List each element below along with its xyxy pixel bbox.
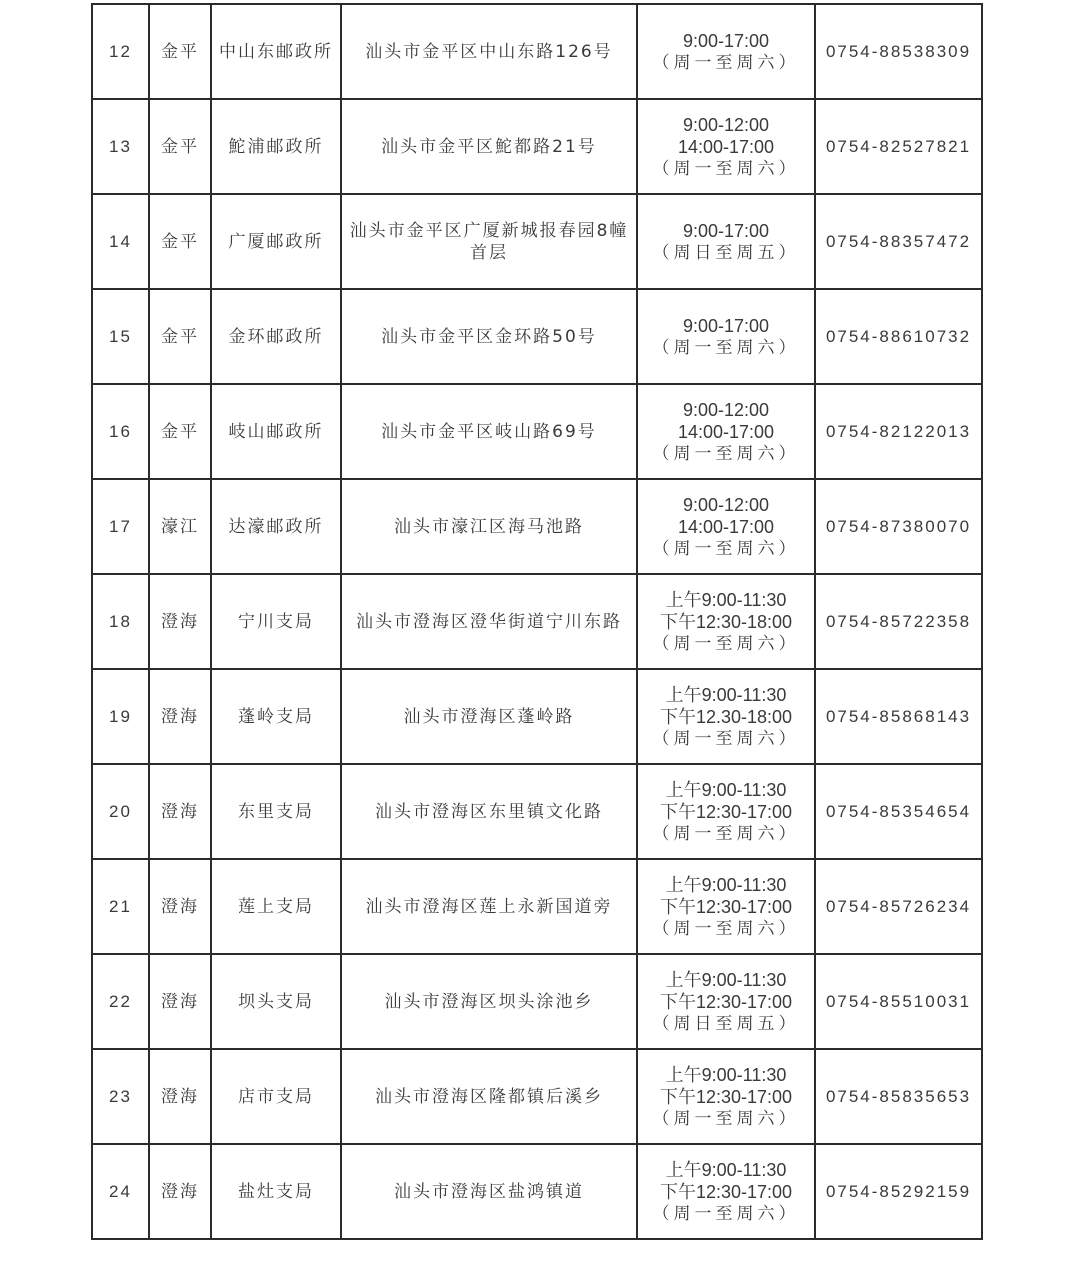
table-row	[92, 764, 982, 859]
address-cell: 汕头市澄海区澄华街道宁川东路	[341, 574, 637, 669]
hours-time-line: 14:00-17:00	[677, 516, 775, 537]
hours-days-line: （周一至周六）	[652, 538, 800, 559]
hours-time-line: 下午12:30-17:00	[659, 991, 793, 1012]
business-hours-cell	[637, 954, 815, 1049]
phone-cell: 0754-87380070	[815, 479, 982, 574]
hours-time-line: 上午9:00-11:30	[665, 684, 787, 705]
table-row	[92, 669, 982, 764]
business-hours-cell	[637, 99, 815, 194]
district-cell: 金平	[149, 4, 211, 99]
hours-days-line: （周一至周六）	[652, 918, 800, 939]
hours-days-line: （周一至周六）	[652, 728, 800, 749]
business-hours-cell	[637, 1049, 815, 1144]
hours-time-line: 上午9:00-11:30	[665, 969, 787, 990]
business-hours-cell	[637, 289, 815, 384]
hours-days-line: （周日至周五）	[652, 1013, 800, 1034]
table-row	[92, 289, 982, 384]
table-row	[92, 1049, 982, 1144]
table-row	[92, 194, 982, 289]
hours-time-line: 9:00-12:00	[682, 399, 770, 420]
hours-days-line: （周一至周六）	[652, 823, 800, 844]
district-cell: 澄海	[149, 1144, 211, 1239]
office-name-cell: 鮀浦邮政所	[211, 99, 341, 194]
phone-cell: 0754-82527821	[815, 99, 982, 194]
hours-time-line: 9:00-17:00	[682, 220, 770, 241]
hours-time-line: 上午9:00-11:30	[665, 589, 787, 610]
hours-time-line: 上午9:00-11:30	[665, 779, 787, 800]
address-cell: 汕头市澄海区坝头涂池乡	[341, 954, 637, 1049]
office-name-cell: 蓬岭支局	[211, 669, 341, 764]
address-cell: 汕头市金平区鮀都路21号	[341, 99, 637, 194]
table-row	[92, 574, 982, 669]
phone-cell: 0754-85510031	[815, 954, 982, 1049]
row-number: 20	[92, 764, 149, 859]
district-cell: 澄海	[149, 669, 211, 764]
phone-cell: 0754-85868143	[815, 669, 982, 764]
hours-days-line: （周一至周六）	[652, 633, 800, 654]
address-cell: 汕头市澄海区盐鸿镇道	[341, 1144, 637, 1239]
district-cell: 澄海	[149, 764, 211, 859]
table-row	[92, 954, 982, 1049]
address-cell: 汕头市澄海区东里镇文化路	[341, 764, 637, 859]
table-row	[92, 4, 982, 99]
phone-cell: 0754-85354654	[815, 764, 982, 859]
address-cell: 汕头市澄海区蓬岭路	[341, 669, 637, 764]
office-name-cell: 东里支局	[211, 764, 341, 859]
hours-time-line: 上午9:00-11:30	[665, 874, 787, 895]
district-cell: 澄海	[149, 574, 211, 669]
business-hours-cell	[637, 194, 815, 289]
hours-time-line: 下午12:30-17:00	[659, 896, 793, 917]
phone-cell: 0754-85726234	[815, 859, 982, 954]
business-hours-cell	[637, 1144, 815, 1239]
hours-time-line: 上午9:00-11:30	[665, 1064, 787, 1085]
hours-days-line: （周日至周五）	[652, 242, 800, 263]
table-row	[92, 1144, 982, 1239]
district-cell: 金平	[149, 289, 211, 384]
phone-cell: 0754-85722358	[815, 574, 982, 669]
office-name-cell: 店市支局	[211, 1049, 341, 1144]
phone-cell: 0754-82122013	[815, 384, 982, 479]
business-hours-cell	[637, 4, 815, 99]
row-number: 14	[92, 194, 149, 289]
district-cell: 金平	[149, 194, 211, 289]
phone-cell: 0754-88357472	[815, 194, 982, 289]
hours-days-line: （周一至周六）	[652, 158, 800, 179]
row-number: 23	[92, 1049, 149, 1144]
phone-cell: 0754-85292159	[815, 1144, 982, 1239]
business-hours-cell	[637, 479, 815, 574]
office-name-cell: 莲上支局	[211, 859, 341, 954]
address-cell: 汕头市金平区金环路50号	[341, 289, 637, 384]
office-name-cell: 广厦邮政所	[211, 194, 341, 289]
row-number: 24	[92, 1144, 149, 1239]
row-number: 13	[92, 99, 149, 194]
business-hours-cell	[637, 574, 815, 669]
hours-days-line: （周一至周六）	[652, 1203, 800, 1224]
business-hours-cell	[637, 669, 815, 764]
office-name-cell: 岐山邮政所	[211, 384, 341, 479]
district-cell: 金平	[149, 99, 211, 194]
address-cell: 汕头市金平区广厦新城报春园8幢首层	[341, 194, 637, 289]
phone-cell: 0754-85835653	[815, 1049, 982, 1144]
table-row	[92, 859, 982, 954]
row-number: 16	[92, 384, 149, 479]
hours-time-line: 下午12.30-18:00	[659, 706, 793, 727]
office-name-cell: 坝头支局	[211, 954, 341, 1049]
business-hours-cell	[637, 384, 815, 479]
office-name-cell: 达濠邮政所	[211, 479, 341, 574]
hours-time-line: 14:00-17:00	[677, 136, 775, 157]
district-cell: 澄海	[149, 859, 211, 954]
office-name-cell: 中山东邮政所	[211, 4, 341, 99]
row-number: 15	[92, 289, 149, 384]
address-cell: 汕头市澄海区莲上永新国道旁	[341, 859, 637, 954]
district-cell: 澄海	[149, 954, 211, 1049]
office-name-cell: 宁川支局	[211, 574, 341, 669]
row-number: 21	[92, 859, 149, 954]
address-cell: 汕头市金平区中山东路126号	[341, 4, 637, 99]
district-cell: 濠江	[149, 479, 211, 574]
office-name-cell: 金环邮政所	[211, 289, 341, 384]
hours-days-line: （周一至周六）	[652, 337, 800, 358]
hours-days-line: （周一至周六）	[652, 1108, 800, 1129]
hours-time-line: 9:00-12:00	[682, 114, 770, 135]
row-number: 18	[92, 574, 149, 669]
table-row	[92, 479, 982, 574]
row-number: 19	[92, 669, 149, 764]
row-number: 17	[92, 479, 149, 574]
address-cell: 汕头市金平区岐山路69号	[341, 384, 637, 479]
phone-cell: 0754-88610732	[815, 289, 982, 384]
table-row	[92, 99, 982, 194]
address-cell: 汕头市濠江区海马池路	[341, 479, 637, 574]
post-office-table	[91, 3, 983, 1240]
hours-time-line: 9:00-17:00	[682, 315, 770, 336]
table-body	[92, 4, 982, 1239]
hours-time-line: 下午12:30-17:00	[659, 1181, 793, 1202]
hours-time-line: 下午12:30-18:00	[659, 611, 793, 632]
district-cell: 澄海	[149, 1049, 211, 1144]
hours-time-line: 9:00-17:00	[682, 30, 770, 51]
business-hours-cell	[637, 859, 815, 954]
district-cell: 金平	[149, 384, 211, 479]
office-name-cell: 盐灶支局	[211, 1144, 341, 1239]
business-hours-cell	[637, 764, 815, 859]
row-number: 22	[92, 954, 149, 1049]
hours-time-line: 14:00-17:00	[677, 421, 775, 442]
table-row	[92, 384, 982, 479]
hours-days-line: （周一至周六）	[652, 443, 800, 464]
hours-days-line: （周一至周六）	[652, 52, 800, 73]
row-number: 12	[92, 4, 149, 99]
phone-cell: 0754-88538309	[815, 4, 982, 99]
hours-time-line: 上午9:00-11:30	[665, 1159, 787, 1180]
hours-time-line: 9:00-12:00	[682, 494, 770, 515]
hours-time-line: 下午12:30-17:00	[659, 1086, 793, 1107]
hours-time-line: 下午12:30-17:00	[659, 801, 793, 822]
address-cell: 汕头市澄海区隆都镇后溪乡	[341, 1049, 637, 1144]
